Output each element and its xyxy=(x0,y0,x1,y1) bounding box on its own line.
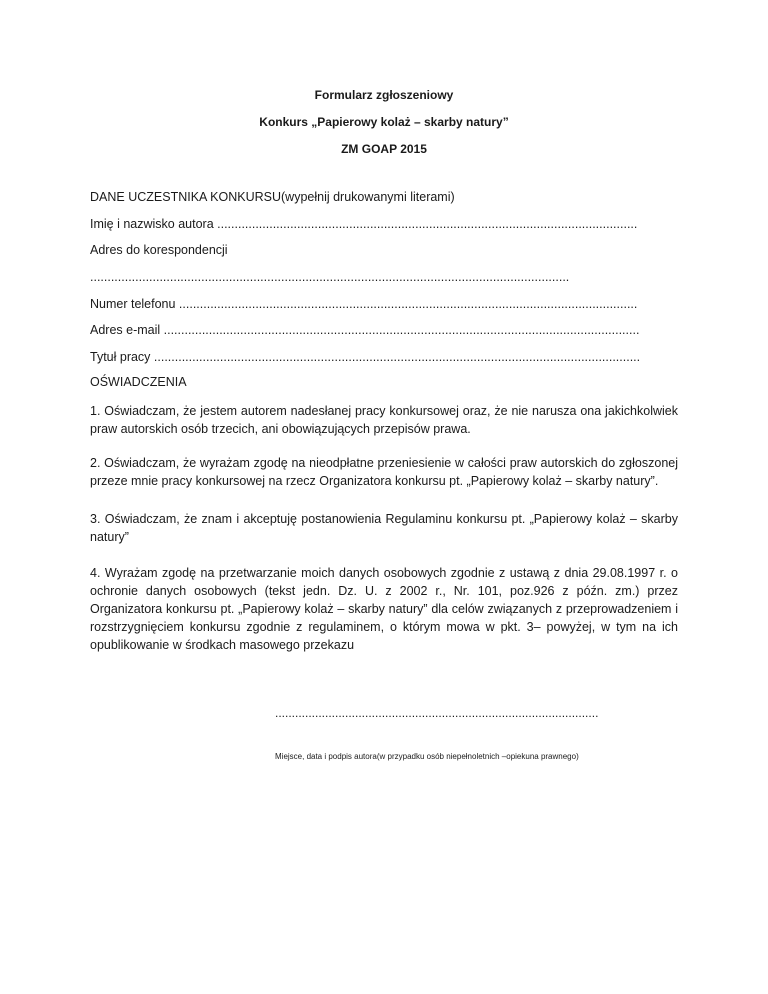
form-title: Formularz zgłoszeniowy xyxy=(314,88,454,102)
contest-name: Konkurs „Papierowy kolaż – skarby natury” xyxy=(259,115,509,129)
participant-section-title: DANE UCZESTNIKA KONKURSU(wypełnij drukowanymi literami) xyxy=(90,190,455,204)
phone-field[interactable]: Numer telefonu .................................................................................................................................... xyxy=(90,297,638,311)
work-title-field[interactable]: Tytuł pracy ............................................................................................................................................ xyxy=(90,350,641,364)
address-field[interactable]: .......................................................................................................................................... xyxy=(90,270,570,284)
declaration-2: 2. Oświadczam, że wyrażam zgodę na nieodpłatne przeniesienie w całości praw autorskich do zgłoszonej przeze mnie pracy konkursowej na rzecz Organizatora konkursu pt. „Papierowy kolaż – skarby natury”. xyxy=(90,456,678,488)
signature-line[interactable]: ................................................................................................. xyxy=(275,706,599,720)
declaration-1: 1. Oświadczam, że jestem autorem nadesłanej pracy konkursowej oraz, że nie narusza ona jakichkolwiek praw autorskich osób trzecich, ani obowiązujących przepisów prawa. xyxy=(90,404,678,436)
email-field[interactable]: Adres e-mail ......................................................................................................................................... xyxy=(90,323,640,337)
declarations-title: OŚWIADCZENIA xyxy=(90,375,187,389)
organizer-year: ZM GOAP 2015 xyxy=(341,142,427,156)
author-name-field[interactable]: Imię i nazwisko autora ......................................................................................................................... xyxy=(90,217,638,231)
declaration-4: 4. Wyrażam zgodę na przetwarzanie moich danych osobowych zgodnie z ustawą z dnia 29.08.1997 r. o ochronie danych osobowych (tekst jedn. Dz. U. z 2002 r., Nr. 101, poz.926 z późn. zm.) przez Organizatora konkursu pt. „Papierowy kolaż – skarby natury” dla celów związanych z przeprowadzeniem i rozstrzygnięciem konkursu zgodnie z regulaminem, o którym mowa w pkt. 3– powyżej, w tym na ich opublikowanie w środkach masowego przekazu xyxy=(90,566,678,652)
declaration-3: 3. Oświadczam, że znam i akceptuję postanowienia Regulaminu konkursu pt. „Papierowy kolaż – skarby natury” xyxy=(90,512,678,544)
address-label: Adres do korespondencji xyxy=(90,243,228,257)
signature-caption: Miejsce, data i podpis autora(w przypadku osób niepełnoletnich –opiekuna prawnego) xyxy=(275,752,579,761)
